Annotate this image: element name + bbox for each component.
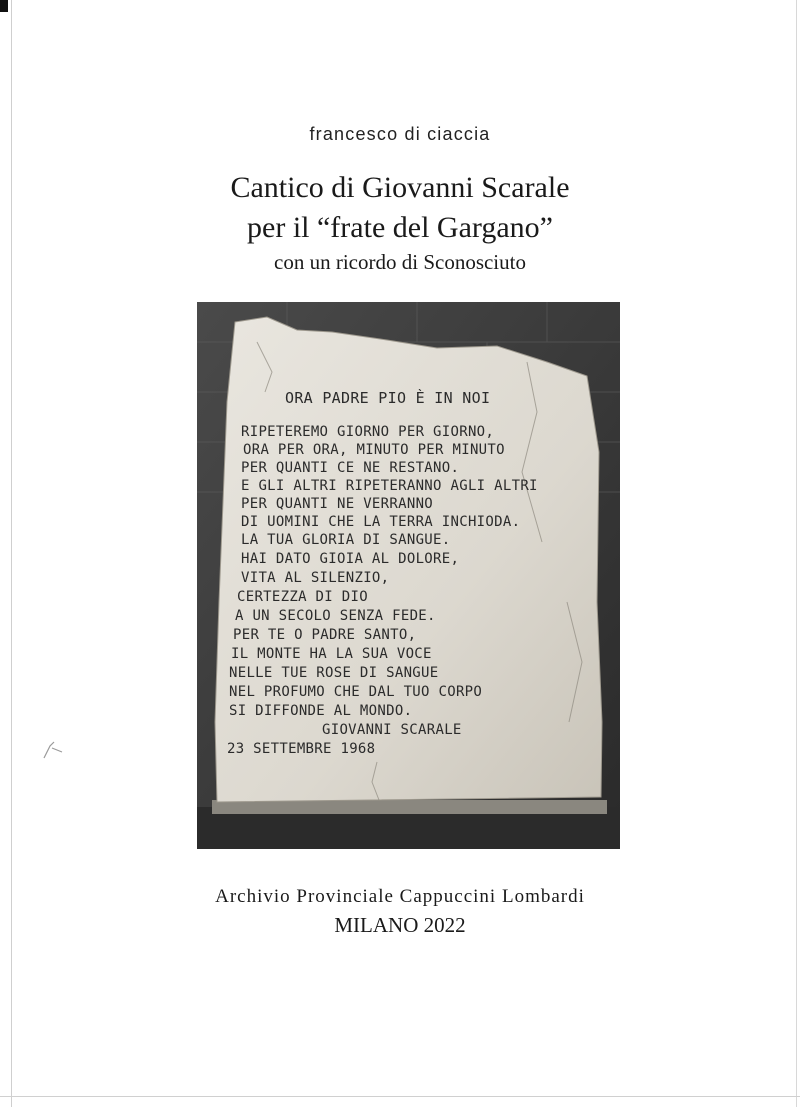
plaque-line: NEL PROFUMO CHE DAL TUO CORPO <box>229 684 483 700</box>
scan-corner-mark <box>0 0 8 12</box>
title-line-2: per il “frate del Gargano” <box>247 211 553 244</box>
plaque-line: NELLE TUE ROSE DI SANGUE <box>229 665 439 681</box>
page-edge-bottom <box>0 1096 800 1097</box>
pencil-mark <box>42 738 66 760</box>
plaque-line: PER TE O PADRE SANTO, <box>233 627 417 643</box>
plaque-line: A UN SECOLO SENZA FEDE. <box>235 608 436 624</box>
plaque-line: SI DIFFONDE AL MONDO. <box>229 703 413 719</box>
plaque-line: PER QUANTI CE NE RESTANO. <box>241 460 460 476</box>
page-edge-right <box>796 0 797 1107</box>
page-edge-left <box>11 0 12 1107</box>
plaque-date: 23 SETTEMBRE 1968 <box>227 741 376 757</box>
subtitle: con un ricordo di Sconosciuto <box>274 250 526 274</box>
plaque-line: ORA PER ORA, MINUTO PER MINUTO <box>243 442 505 458</box>
plaque-line: VITA AL SILENZIO, <box>241 570 390 586</box>
plaque-line: LA TUA GLORIA DI SANGUE. <box>241 532 451 548</box>
plaque-line: RIPETEREMO GIORNO PER GIORNO, <box>241 424 495 440</box>
plaque-line: PER QUANTI NE VERRANNO <box>241 496 434 512</box>
plaque-line: CERTEZZA DI DIO <box>237 589 368 605</box>
plaque-line: IL MONTE HA LA SUA VOCE <box>231 646 432 662</box>
plaque-heading: ORA PADRE PIO È IN NOI <box>285 389 491 407</box>
plaque-photo <box>197 302 620 849</box>
plaque-line: E GLI ALTRI RIPETERANNO AGLI ALTRI <box>241 478 538 494</box>
publisher: Archivio Provinciale Cappuccini Lombardi <box>215 886 585 907</box>
plaque-line: DI UOMINI CHE LA TERRA INCHIODA. <box>241 514 521 530</box>
plaque-line: HAI DATO GIOIA AL DOLORE, <box>241 551 460 567</box>
title-line-1: Cantico di Giovanni Scarale <box>230 171 570 204</box>
plaque-signature: GIOVANNI SCARALE <box>322 722 462 738</box>
place-year: MILANO 2022 <box>334 913 466 937</box>
author-name: francesco di ciaccia <box>309 124 491 144</box>
